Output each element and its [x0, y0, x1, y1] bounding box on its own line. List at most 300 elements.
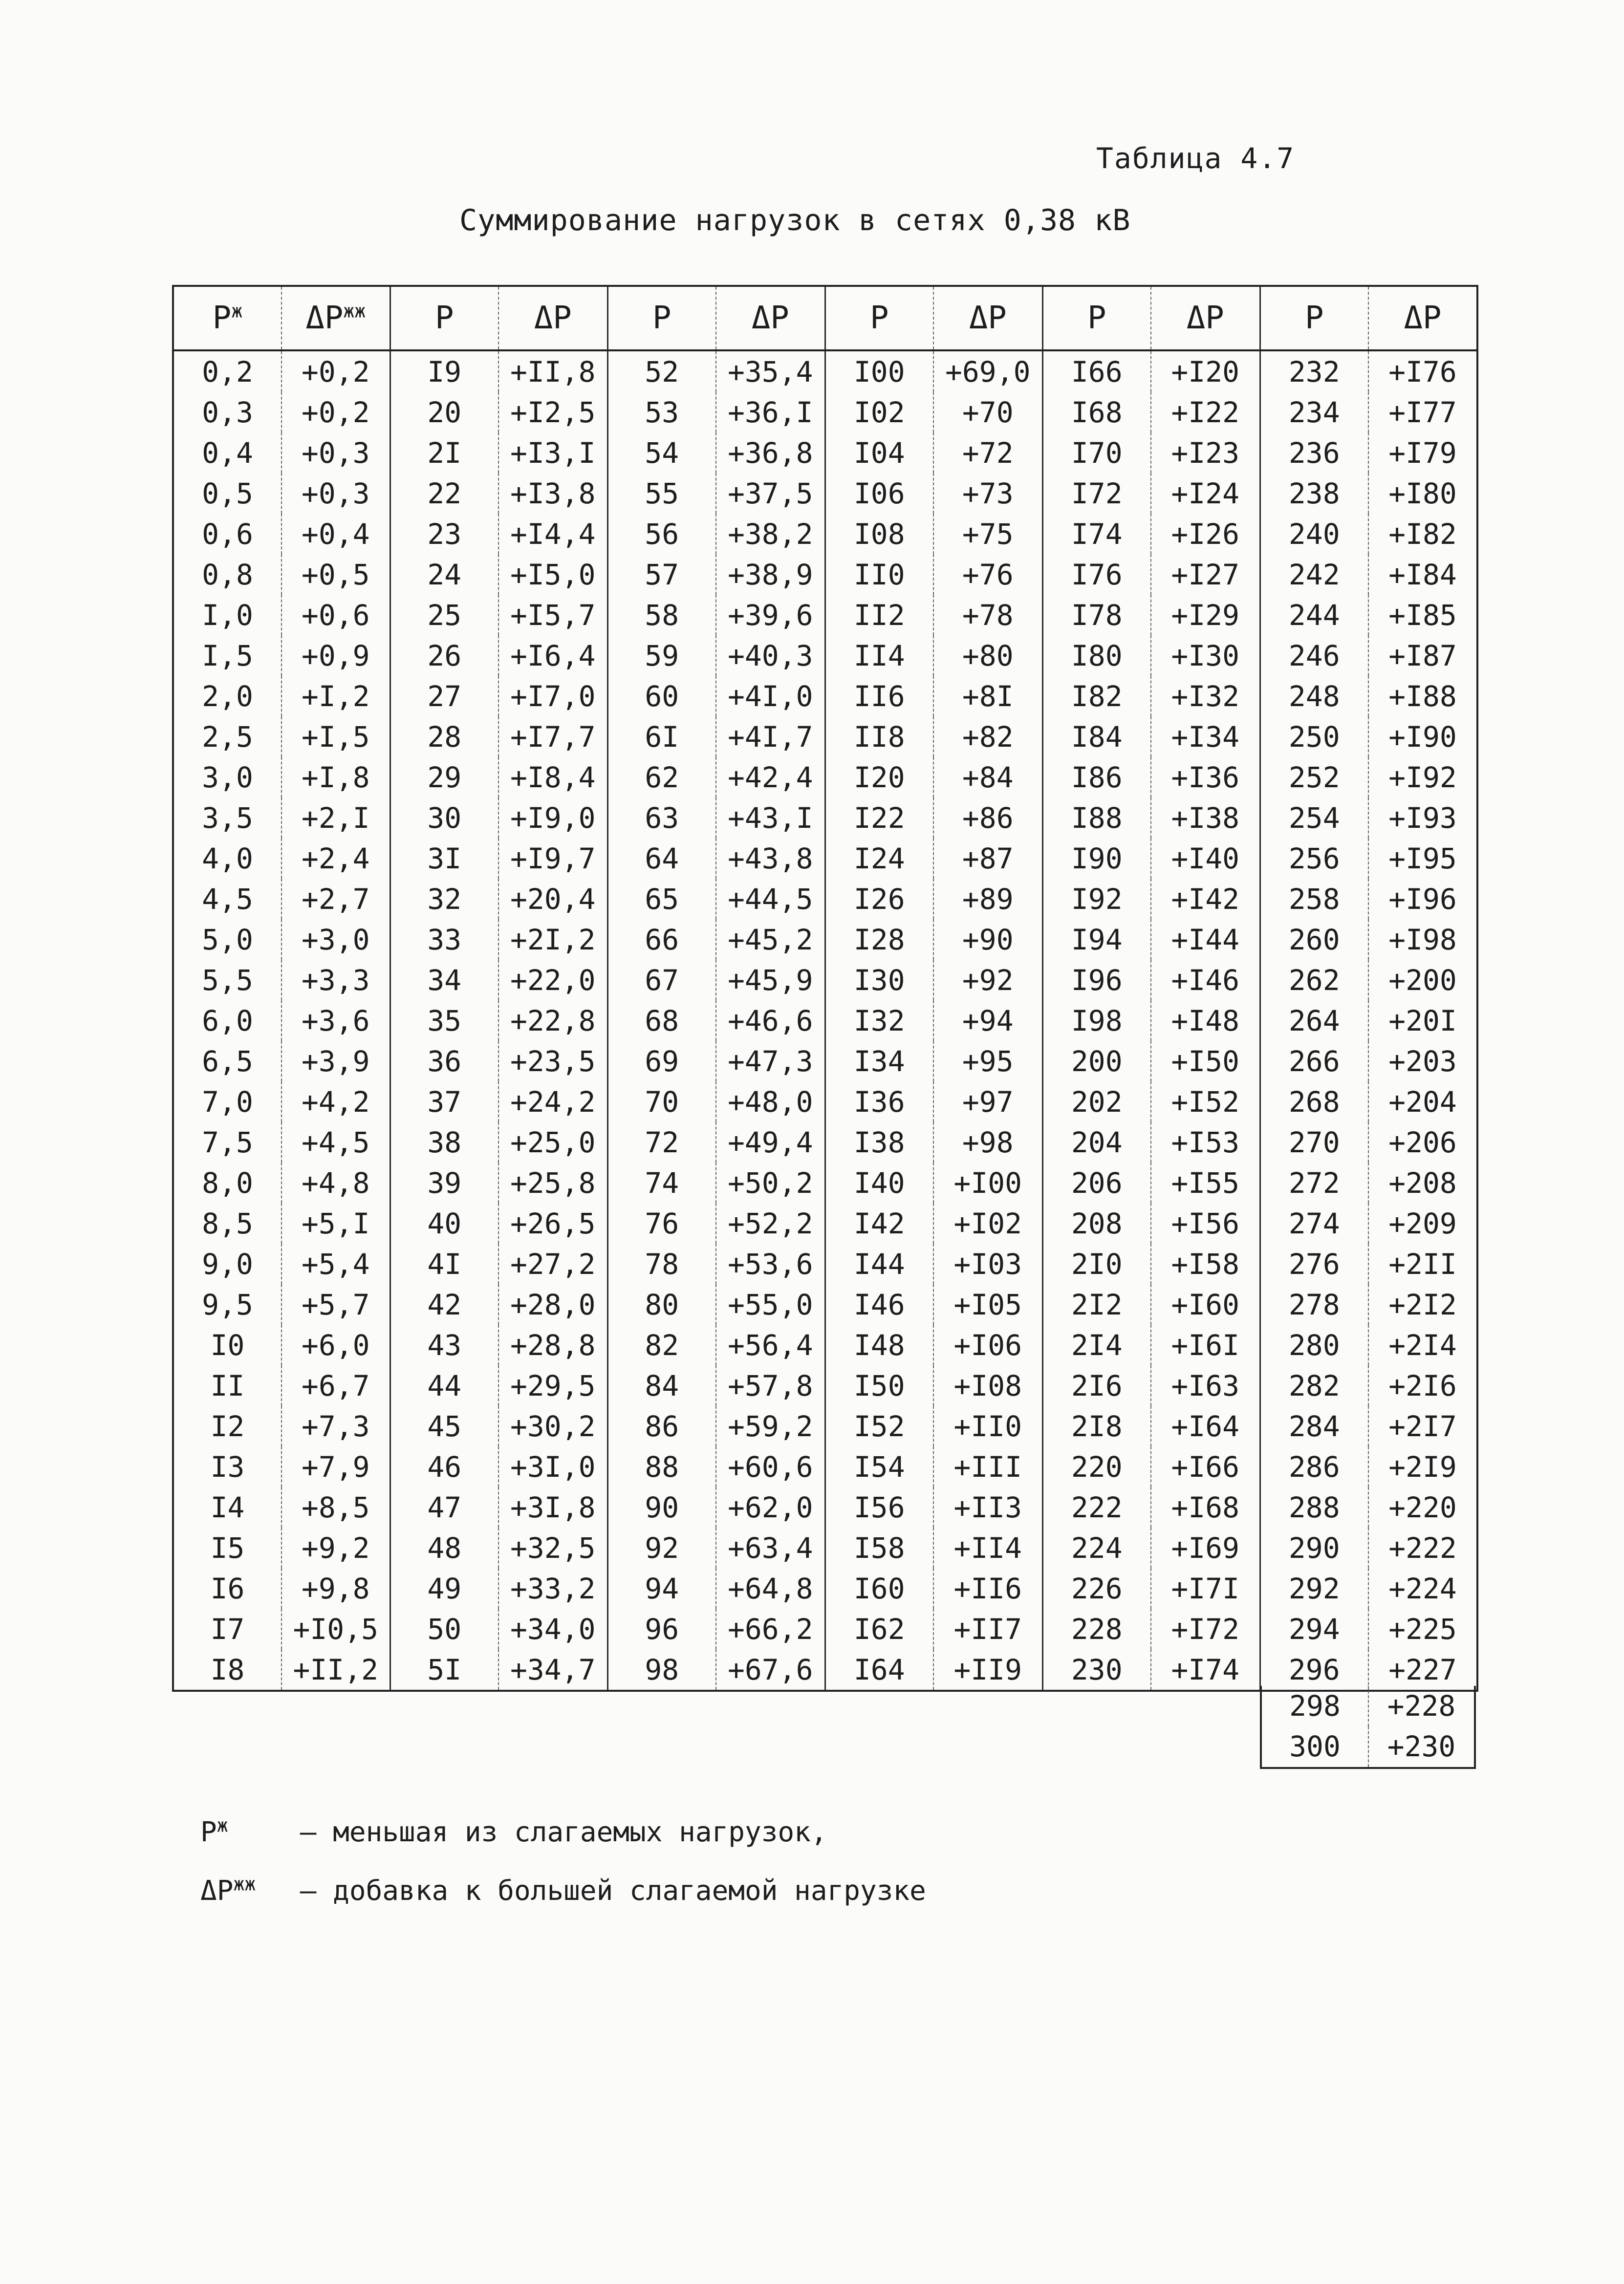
cell-p: 228: [1042, 1609, 1151, 1649]
cell-dp: +22,8: [498, 1000, 607, 1041]
cell-dp: +76: [933, 554, 1042, 595]
cell-dp: +72: [933, 432, 1042, 473]
cell-p: 270: [1260, 1122, 1368, 1163]
cell-dp: +2I9: [1368, 1446, 1477, 1487]
cell-dp: +73: [933, 473, 1042, 514]
cell-dp: +84: [933, 757, 1042, 797]
cell-dp: +0,3: [281, 473, 390, 514]
cell-p: 244: [1260, 595, 1368, 635]
cell-dp: +36,8: [716, 432, 825, 473]
cell-p: 200: [1042, 1041, 1151, 1081]
cell-dp: +4I,7: [716, 716, 825, 757]
table-row: [173, 1487, 1477, 1528]
cell-p: 294: [1260, 1609, 1368, 1649]
cell-dp: +37,5: [716, 473, 825, 514]
cell-p: 2I: [390, 432, 498, 473]
header-dp: ΔР: [498, 286, 607, 350]
cell-dp: +3I,8: [498, 1487, 607, 1528]
table-title: Суммирование нагрузок в сетях 0,38 кВ: [459, 203, 1131, 237]
cell-dp: +2,7: [281, 879, 390, 919]
cell-dp: +29,5: [498, 1365, 607, 1406]
cell-dp: +53,6: [716, 1244, 825, 1284]
cell-dp: +228: [1368, 1686, 1476, 1726]
cell-dp: +28,8: [498, 1325, 607, 1365]
header-dp-first-mark: жж: [343, 300, 366, 322]
cell-dp: +45,2: [716, 919, 825, 960]
cell-dp: +I74: [1151, 1649, 1260, 1691]
cell-p: 65: [607, 879, 716, 919]
cell-p: 9,0: [173, 1244, 281, 1284]
cell-dp: +26,5: [498, 1203, 607, 1244]
cell-dp: +I58: [1151, 1244, 1260, 1284]
cell-dp: +220: [1368, 1487, 1477, 1528]
table-row: [173, 716, 1477, 757]
cell-p: I72: [1042, 473, 1151, 514]
cell-dp: +34,7: [498, 1649, 607, 1691]
cell-p: 9,5: [173, 1284, 281, 1325]
cell-p: 36: [390, 1041, 498, 1081]
cell-p: I36: [825, 1081, 933, 1122]
cell-dp: +66,2: [716, 1609, 825, 1649]
cell-p: I62: [825, 1609, 933, 1649]
cell-p: 72: [607, 1122, 716, 1163]
cell-p: I28: [825, 919, 933, 960]
cell-dp: +94: [933, 1000, 1042, 1041]
table-row: [173, 676, 1477, 716]
cell-dp: +82: [933, 716, 1042, 757]
cell-dp: +I30: [1151, 635, 1260, 676]
cell-p: 290: [1260, 1528, 1368, 1568]
cell-p: I46: [825, 1284, 933, 1325]
cell-dp: +30,2: [498, 1406, 607, 1446]
cell-dp: +I00: [933, 1163, 1042, 1203]
table-row: [173, 879, 1477, 919]
cell-p: I42: [825, 1203, 933, 1244]
cell-p: 88: [607, 1446, 716, 1487]
cell-dp: +I7,0: [498, 676, 607, 716]
table-row: [173, 1122, 1477, 1163]
cell-dp: +200: [1368, 960, 1477, 1000]
cell-dp: +35,4: [716, 350, 825, 392]
cell-p: 240: [1260, 514, 1368, 554]
table-row: [173, 514, 1477, 554]
cell-p: 37: [390, 1081, 498, 1122]
cell-p: I64: [825, 1649, 933, 1691]
cell-dp: +6,0: [281, 1325, 390, 1365]
cell-p: 242: [1260, 554, 1368, 595]
cell-p: I32: [825, 1000, 933, 1041]
cell-p: 2I6: [1042, 1365, 1151, 1406]
cell-dp: +43,I: [716, 797, 825, 838]
cell-p: 25: [390, 595, 498, 635]
table-row: [173, 1406, 1477, 1446]
cell-dp: +I08: [933, 1365, 1042, 1406]
cell-dp: +3,9: [281, 1041, 390, 1081]
cell-dp: +I36: [1151, 757, 1260, 797]
cell-p: 40: [390, 1203, 498, 1244]
cell-p: I68: [1042, 392, 1151, 432]
cell-p: I22: [825, 797, 933, 838]
cell-p: I82: [1042, 676, 1151, 716]
cell-p: 230: [1042, 1649, 1151, 1691]
cell-p: 28: [390, 716, 498, 757]
cell-p: 2I2: [1042, 1284, 1151, 1325]
cell-dp: +II4: [933, 1528, 1042, 1568]
cell-p: 57: [607, 554, 716, 595]
cell-p: 84: [607, 1365, 716, 1406]
cell-dp: +87: [933, 838, 1042, 879]
cell-dp: +9,8: [281, 1568, 390, 1609]
cell-p: 2I4: [1042, 1325, 1151, 1365]
cell-p: 272: [1260, 1163, 1368, 1203]
cell-p: I60: [825, 1568, 933, 1609]
cell-p: 2,0: [173, 676, 281, 716]
cell-p: 35: [390, 1000, 498, 1041]
cell-dp: +55,0: [716, 1284, 825, 1325]
cell-dp: +I98: [1368, 919, 1477, 960]
cell-dp: +3I,0: [498, 1446, 607, 1487]
cell-dp: +I69: [1151, 1528, 1260, 1568]
cell-dp: +62,0: [716, 1487, 825, 1528]
cell-dp: +227: [1368, 1649, 1477, 1691]
cell-dp: +63,4: [716, 1528, 825, 1568]
cell-dp: +II,2: [281, 1649, 390, 1691]
cell-p: 42: [390, 1284, 498, 1325]
cell-dp: +I6,4: [498, 635, 607, 676]
cell-p: 296: [1260, 1649, 1368, 1691]
cell-dp: +69,0: [933, 350, 1042, 392]
cell-p: 8,0: [173, 1163, 281, 1203]
cell-p: I54: [825, 1446, 933, 1487]
table-row: [173, 392, 1477, 432]
cell-p: I08: [825, 514, 933, 554]
cell-p: 23: [390, 514, 498, 554]
cell-dp: +56,4: [716, 1325, 825, 1365]
cell-dp: +20,4: [498, 879, 607, 919]
cell-p: I04: [825, 432, 933, 473]
header-p-first: $Р^ж$: [173, 286, 281, 350]
header-p: Р: [825, 286, 933, 350]
table-row: [173, 1649, 1477, 1691]
cell-dp: +5,7: [281, 1284, 390, 1325]
cell-p: 22: [390, 473, 498, 514]
cell-dp: +86: [933, 797, 1042, 838]
cell-p: 224: [1042, 1528, 1151, 1568]
cell-p: 278: [1260, 1284, 1368, 1325]
cell-p: 292: [1260, 1568, 1368, 1609]
cell-p: 236: [1260, 432, 1368, 473]
cell-dp: +4,2: [281, 1081, 390, 1122]
cell-dp: +0,6: [281, 595, 390, 635]
cell-dp: +40,3: [716, 635, 825, 676]
cell-p: I06: [825, 473, 933, 514]
cell-p: 298: [1260, 1686, 1368, 1726]
cell-dp: +I,2: [281, 676, 390, 716]
cell-p: 222: [1042, 1487, 1151, 1528]
cell-p: 29: [390, 757, 498, 797]
cell-dp: +II6: [933, 1568, 1042, 1609]
cell-dp: +I55: [1151, 1163, 1260, 1203]
cell-dp: +I5,0: [498, 554, 607, 595]
cell-dp: +I6I: [1151, 1325, 1260, 1365]
table-row: [173, 1041, 1477, 1081]
cell-dp: +I92: [1368, 757, 1477, 797]
cell-p: 67: [607, 960, 716, 1000]
cell-dp: +I02: [933, 1203, 1042, 1244]
cell-p: 58: [607, 595, 716, 635]
cell-p: 232: [1260, 350, 1368, 392]
cell-dp: +49,4: [716, 1122, 825, 1163]
cell-dp: +64,8: [716, 1568, 825, 1609]
cell-p: 238: [1260, 473, 1368, 514]
cell-dp: +204: [1368, 1081, 1477, 1122]
cell-dp: +I34: [1151, 716, 1260, 757]
cell-dp: +0,5: [281, 554, 390, 595]
table-row: [173, 1081, 1477, 1122]
cell-dp: +42,4: [716, 757, 825, 797]
cell-dp: +67,6: [716, 1649, 825, 1691]
cell-p: 45: [390, 1406, 498, 1446]
cell-dp: +2I4: [1368, 1325, 1477, 1365]
cell-dp: +I66: [1151, 1446, 1260, 1487]
cell-dp: +I96: [1368, 879, 1477, 919]
table-row: [173, 838, 1477, 879]
cell-p: 2I0: [1042, 1244, 1151, 1284]
cell-p: 86: [607, 1406, 716, 1446]
cell-dp: +95: [933, 1041, 1042, 1081]
cell-dp: +44,5: [716, 879, 825, 919]
cell-p: 32: [390, 879, 498, 919]
cell-dp: +I06: [933, 1325, 1042, 1365]
cell-dp: +I87: [1368, 635, 1477, 676]
cell-p: 94: [607, 1568, 716, 1609]
cell-p: II: [173, 1365, 281, 1406]
cell-dp: +I3,I: [498, 432, 607, 473]
cell-dp: +3,0: [281, 919, 390, 960]
cell-dp: +I20: [1151, 350, 1260, 392]
cell-p: 234: [1260, 392, 1368, 432]
table-row: [173, 1203, 1477, 1244]
load-summation-table: [172, 285, 1476, 1692]
cell-dp: +I42: [1151, 879, 1260, 919]
cell-dp: +II3: [933, 1487, 1042, 1528]
cell-dp: +80: [933, 635, 1042, 676]
cell-p: 0,8: [173, 554, 281, 595]
cell-dp: +I26: [1151, 514, 1260, 554]
cell-dp: +II7: [933, 1609, 1042, 1649]
cell-p: I70: [1042, 432, 1151, 473]
cell-p: 48: [390, 1528, 498, 1568]
table-row: [173, 960, 1477, 1000]
cell-p: 282: [1260, 1365, 1368, 1406]
cell-p: 76: [607, 1203, 716, 1244]
cell-dp: +38,2: [716, 514, 825, 554]
cell-dp: +43,8: [716, 838, 825, 879]
cell-p: 220: [1042, 1446, 1151, 1487]
cell-dp: +208: [1368, 1163, 1477, 1203]
cell-p: 256: [1260, 838, 1368, 879]
cell-p: I8: [173, 1649, 281, 1691]
cell-dp: +3,6: [281, 1000, 390, 1041]
cell-p: I34: [825, 1041, 933, 1081]
cell-dp: +4,5: [281, 1122, 390, 1163]
cell-p: 34: [390, 960, 498, 1000]
cell-dp: +0,4: [281, 514, 390, 554]
cell-dp: +I44: [1151, 919, 1260, 960]
header-p-first-mark: ж: [231, 300, 243, 322]
cell-p: I52: [825, 1406, 933, 1446]
cell-p: 204: [1042, 1122, 1151, 1163]
cell-p: 30: [390, 797, 498, 838]
cell-p: I02: [825, 392, 933, 432]
cell-p: 90: [607, 1487, 716, 1528]
cell-dp: +206: [1368, 1122, 1477, 1163]
cell-dp: +2I,2: [498, 919, 607, 960]
cell-dp: +II0: [933, 1406, 1042, 1446]
cell-dp: +7,3: [281, 1406, 390, 1446]
cell-p: 258: [1260, 879, 1368, 919]
cell-p: 3,5: [173, 797, 281, 838]
cell-dp: +I2,5: [498, 392, 607, 432]
cell-p: 264: [1260, 1000, 1368, 1041]
cell-p: 24: [390, 554, 498, 595]
cell-p: 250: [1260, 716, 1368, 757]
cell-dp: +39,6: [716, 595, 825, 635]
header-dp: ΔР: [716, 286, 825, 350]
cell-dp: +45,9: [716, 960, 825, 1000]
cell-dp: +I46: [1151, 960, 1260, 1000]
cell-p: I78: [1042, 595, 1151, 635]
table-row: [173, 432, 1477, 473]
cell-p: I,5: [173, 635, 281, 676]
cell-p: II0: [825, 554, 933, 595]
cell-p: 268: [1260, 1081, 1368, 1122]
cell-dp: +23,5: [498, 1041, 607, 1081]
cell-p: 43: [390, 1325, 498, 1365]
table-row: [173, 1000, 1477, 1041]
cell-p: 208: [1042, 1203, 1151, 1244]
cell-dp: +I27: [1151, 554, 1260, 595]
table-row: [173, 1365, 1477, 1406]
header-p: Р: [607, 286, 716, 350]
cell-dp: +I24: [1151, 473, 1260, 514]
cell-dp: +I,8: [281, 757, 390, 797]
cell-dp: +4I,0: [716, 676, 825, 716]
cell-p: 260: [1260, 919, 1368, 960]
cell-p: II2: [825, 595, 933, 635]
cell-dp: +52,2: [716, 1203, 825, 1244]
cell-dp: +I50: [1151, 1041, 1260, 1081]
cell-dp: +I7I: [1151, 1568, 1260, 1609]
cell-dp: +I52: [1151, 1081, 1260, 1122]
cell-dp: +I56: [1151, 1203, 1260, 1244]
cell-p: 33: [390, 919, 498, 960]
cell-p: 56: [607, 514, 716, 554]
cell-dp: +25,0: [498, 1122, 607, 1163]
cell-dp: +28,0: [498, 1284, 607, 1325]
cell-dp: +I60: [1151, 1284, 1260, 1325]
cell-p: 7,5: [173, 1122, 281, 1163]
cell-p: 70: [607, 1081, 716, 1122]
cell-dp: +I72: [1151, 1609, 1260, 1649]
cell-p: I26: [825, 879, 933, 919]
cell-dp: +50,2: [716, 1163, 825, 1203]
cell-dp: +5,4: [281, 1244, 390, 1284]
cell-p: 248: [1260, 676, 1368, 716]
cell-p: 0,4: [173, 432, 281, 473]
table-row: [173, 1284, 1477, 1325]
table-header-row: [173, 286, 1477, 350]
cell-p: 206: [1042, 1163, 1151, 1203]
cell-p: I24: [825, 838, 933, 879]
cell-p: 80: [607, 1284, 716, 1325]
cell-dp: +36,I: [716, 392, 825, 432]
cell-dp: +27,2: [498, 1244, 607, 1284]
cell-dp: +4,8: [281, 1163, 390, 1203]
cell-p: 49: [390, 1568, 498, 1609]
cell-p: I38: [825, 1122, 933, 1163]
cell-dp: +I85: [1368, 595, 1477, 635]
cell-p: I5: [173, 1528, 281, 1568]
cell-dp: +25,8: [498, 1163, 607, 1203]
cell-p: 276: [1260, 1244, 1368, 1284]
header-dp: ΔР: [1368, 286, 1477, 350]
cell-dp: +I77: [1368, 392, 1477, 432]
cell-p: I20: [825, 757, 933, 797]
cell-dp: +98: [933, 1122, 1042, 1163]
cell-p: 53: [607, 392, 716, 432]
table-number-label: Таблица 4.7: [1096, 142, 1295, 175]
cell-p: 98: [607, 1649, 716, 1691]
cell-dp: +75: [933, 514, 1042, 554]
cell-p: 44: [390, 1365, 498, 1406]
cell-p: I92: [1042, 879, 1151, 919]
cell-dp: +59,2: [716, 1406, 825, 1446]
cell-p: 4I: [390, 1244, 498, 1284]
cell-p: 74: [607, 1163, 716, 1203]
cell-p: I96: [1042, 960, 1151, 1000]
table-row: [173, 1568, 1477, 1609]
cell-p: 66: [607, 919, 716, 960]
cell-p: 2,5: [173, 716, 281, 757]
cell-dp: +224: [1368, 1568, 1477, 1609]
cell-dp: +34,0: [498, 1609, 607, 1649]
cell-p: 54: [607, 432, 716, 473]
table-row-extension: [1260, 1726, 1476, 1767]
cell-dp: +I68: [1151, 1487, 1260, 1528]
cell-dp: +I40: [1151, 838, 1260, 879]
cell-p: 27: [390, 676, 498, 716]
cell-dp: +I03: [933, 1244, 1042, 1284]
cell-p: 78: [607, 1244, 716, 1284]
header-dp: ΔР: [1151, 286, 1260, 350]
cell-p: 280: [1260, 1325, 1368, 1365]
cell-dp: +2I6: [1368, 1365, 1477, 1406]
cell-dp: +I90: [1368, 716, 1477, 757]
cell-dp: +I4,4: [498, 514, 607, 554]
cell-p: 60: [607, 676, 716, 716]
cell-p: 246: [1260, 635, 1368, 676]
cell-p: 254: [1260, 797, 1368, 838]
cell-dp: +I32: [1151, 676, 1260, 716]
table-row: [173, 757, 1477, 797]
cell-dp: +47,3: [716, 1041, 825, 1081]
cell-p: 68: [607, 1000, 716, 1041]
cell-p: 262: [1260, 960, 1368, 1000]
cell-dp: +I22: [1151, 392, 1260, 432]
cell-p: I90: [1042, 838, 1151, 879]
cell-p: II8: [825, 716, 933, 757]
